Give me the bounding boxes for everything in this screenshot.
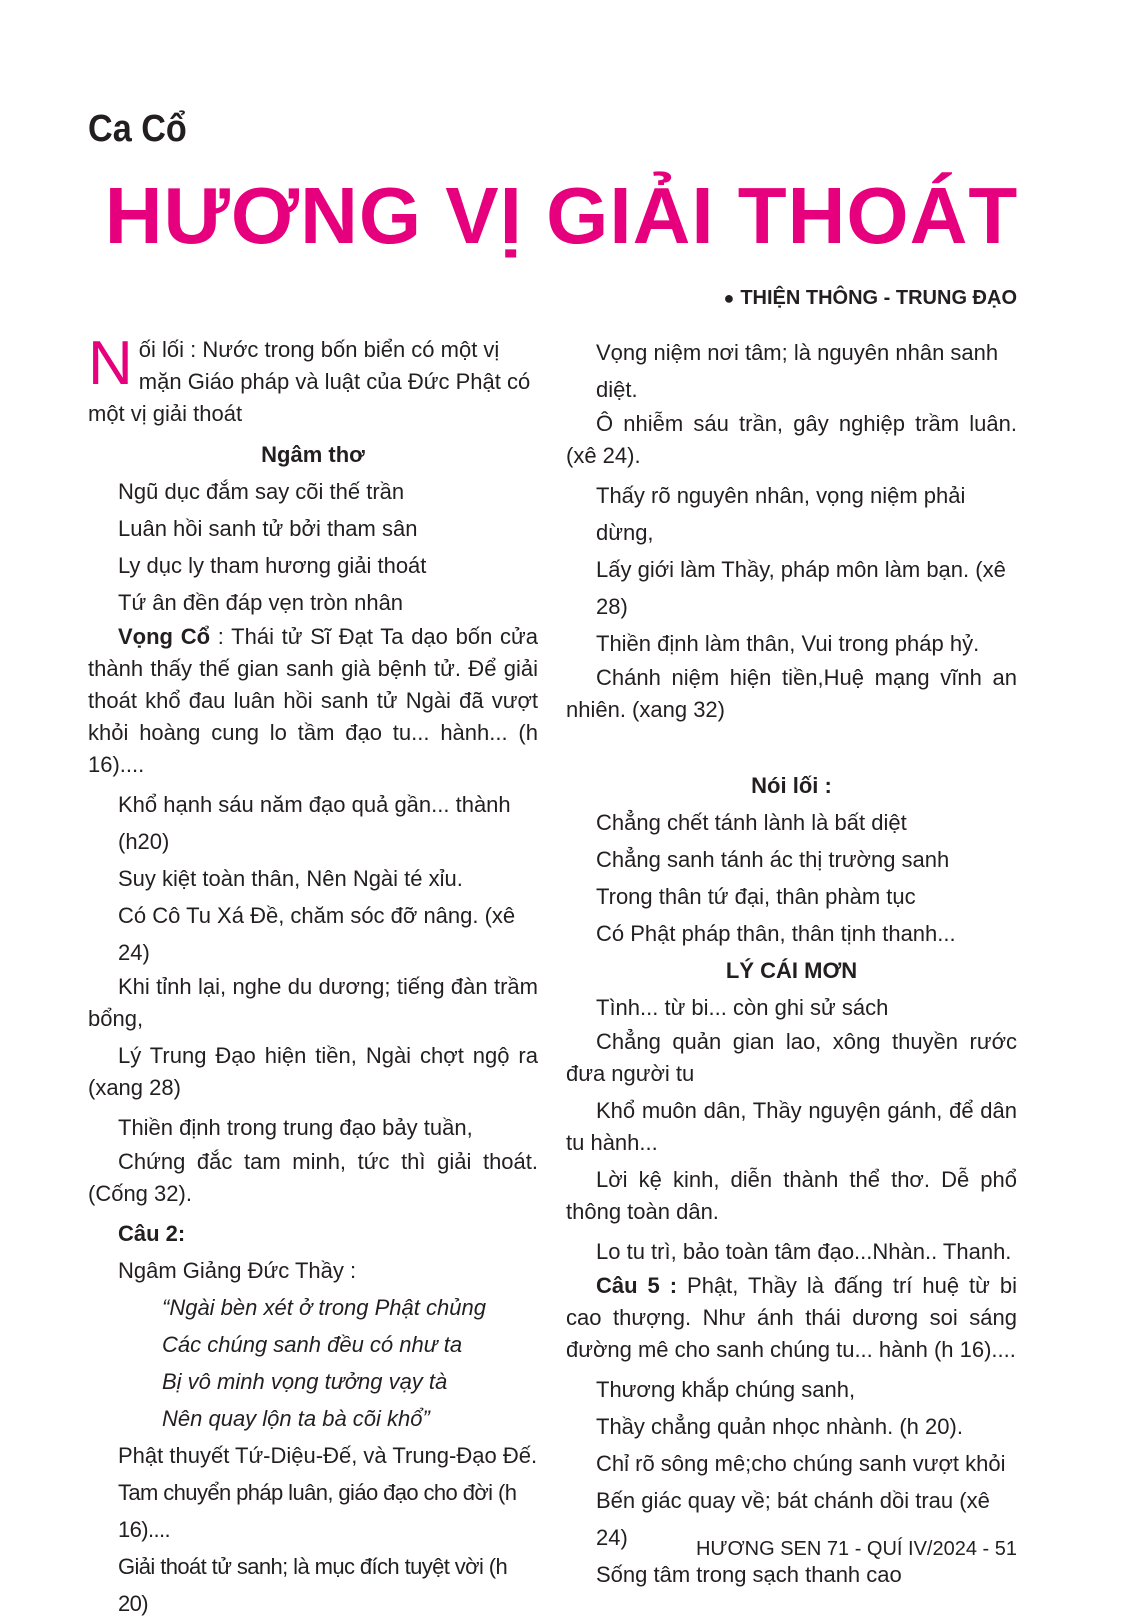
- verse-line: Lấy giới làm Thầy, pháp môn làm bạn. (xê 28): [596, 557, 1006, 619]
- verse-line: Chẳng chết tánh lành là bất diệt: [596, 810, 907, 835]
- verse-line: Tứ ân đền đáp vẹn tròn nhân: [118, 590, 404, 615]
- verse-line: Bến giác quay về; bát chánh dồi trau (xê 24): [596, 1488, 990, 1550]
- verse-block: Ô nhiễm sáu trần, gây nghiệp trầm luân. (xê 24).: [566, 411, 1017, 468]
- verse-line: Chỉ rõ sông mê;cho chúng sanh vượt khỏi: [596, 1451, 1006, 1476]
- cau-2-label: Câu 2:: [118, 1221, 186, 1246]
- author-names: THIỆN THÔNG - TRUNG ĐẠO: [740, 287, 1017, 309]
- verse-line: Lo tu trì, bảo toàn tâm đạo...Nhàn.. Thanh.: [596, 1239, 1012, 1264]
- cau-5-paragraph: [566, 1270, 1017, 1366]
- bullet-icon: ●: [723, 288, 735, 308]
- cau-5-label: Câu 5 :: [596, 1273, 678, 1298]
- verse-line: Suy kiệt toàn thân, Nên Ngài té xỉu.: [118, 866, 463, 891]
- quote-line: Bị vô minh vọng tưởng vạy tà: [162, 1369, 448, 1394]
- verse-line: Vọng niệm nơi tâm; là nguyên nhân sanh diệt.: [596, 340, 999, 402]
- ngam-tho-heading: Ngâm thơ: [261, 442, 365, 467]
- verse-block: Chánh niệm hiện tiền,Huệ mạng vĩnh an nhiên. (xang 32): [566, 665, 1017, 722]
- verse-line: Phật thuyết Tứ-Diệu-Đế, và Trung-Đạo Đế.: [118, 1443, 538, 1468]
- verse-line: Có Cô Tu Xá Đề, chăm sóc đỡ nâng. (xê 24): [118, 903, 516, 965]
- verse-line: Thầy chẳng quản nhọc nhành. (h 20).: [596, 1414, 963, 1439]
- article-byline: [723, 287, 1017, 310]
- verse-line: Ngũ dục đắm say cõi thế trần: [118, 479, 405, 504]
- vong-co-text: : Thái tử Sĩ Đạt Ta dạo bốn cửa thành thấy thế gian sanh già bệnh tử. Để giải thoát khổ đau luân hồi sanh tử Ngài đã vượt khỏi hoàng cung lo tầm đạo tu... hành... (h 16)....: [88, 624, 538, 777]
- verse-line: Tam chuyển pháp luân, giáo đạo cho đời (h 16)....: [118, 1480, 517, 1542]
- verse-block: Chứng đắc tam minh, tức thì giải thoát. (Cống 32).: [88, 1149, 538, 1206]
- verse-line: Ly dục ly tham hương giải thoát: [118, 553, 427, 578]
- verse-line: Chẳng sanh tánh ác thị trường sanh: [596, 847, 950, 872]
- article-title: HƯƠNG VỊ GIẢI THOÁT: [104, 171, 1019, 260]
- verse-line: Giải thoát tử sanh; là mục đích tuyệt vời (h 20): [118, 1554, 508, 1616]
- right-column: [566, 334, 1017, 1593]
- verse-line: Sống tâm trong sạch thanh cao: [596, 1562, 902, 1587]
- verse-line: Luân hồi sanh tử bởi tham sân: [118, 516, 418, 541]
- verse-line: Thấy rõ nguyên nhân, vọng niệm phải dừng,: [596, 483, 966, 545]
- drop-cap: N: [88, 329, 133, 398]
- vong-co-label: Vọng Cổ: [118, 624, 211, 649]
- ly-cai-mon-heading: LÝ CÁI MƠN: [725, 958, 858, 983]
- verse-line: Thiền định làm thân, Vui trong pháp hỷ.: [596, 631, 980, 656]
- quote-line: Các chúng sanh đều có như ta: [162, 1332, 463, 1357]
- verse-line: Trong thân tứ đại, thân phàm tục: [596, 884, 916, 909]
- verse-block: Khi tỉnh lại, nghe du dương; tiếng đàn trầm bổng,: [88, 974, 538, 1031]
- section-category: Ca Cổ: [88, 108, 187, 150]
- left-column: [88, 329, 538, 1622]
- spacer: [566, 731, 1017, 767]
- cau-5-text: Phật, Thầy là đấng trí huệ từ bi cao thượng. Như ánh thái dương soi sáng đường mê cho sanh chúng tu... hành (h 16)....: [566, 1273, 1017, 1362]
- intro-paragraph: [88, 329, 538, 430]
- verse-line: Khổ hạnh sáu năm đạo quả gần... thành (h20): [118, 792, 511, 854]
- verse-block: Lý Trung Đạo hiện tiền, Ngài chợt ngộ ra (xang 28): [88, 1043, 538, 1100]
- vong-co-paragraph: [88, 621, 538, 781]
- verse-block: Chẳng quản gian lao, xông thuyền rước đưa người tu: [566, 1029, 1017, 1086]
- verse-line: Tình... từ bi... còn ghi sử sách: [596, 995, 889, 1020]
- quote-line: “Ngài bèn xét ở trong Phật chủng: [162, 1295, 486, 1320]
- verse-block: Lời kệ kinh, diễn thành thể thơ. Dễ phổ thông toàn dân.: [566, 1167, 1017, 1224]
- quote-line: Nên quay lộn ta bà cõi khổ”: [162, 1406, 430, 1431]
- intro-text: ối lối : Nước trong bốn biển có một vị mặn Giáo pháp và luật của Đức Phật có một vị giải thoát: [88, 337, 531, 426]
- verse-block: Khổ muôn dân, Thầy nguyện gánh, để dân tu hành...: [566, 1098, 1017, 1155]
- verse-line: Thiền định trong trung đạo bảy tuần,: [118, 1115, 473, 1140]
- page-footer: HƯƠNG SEN 71 - QUÍ IV/2024 - 51: [695, 1538, 1017, 1560]
- verse-line: Thương khắp chúng sanh,: [596, 1377, 856, 1402]
- verse-line: Có Phật pháp thân, thân tịnh thanh...: [596, 921, 956, 946]
- noi-loi-heading: Nói lối :: [751, 773, 832, 798]
- ngam-giang-line: Ngâm Giảng Đức Thầy :: [118, 1258, 357, 1283]
